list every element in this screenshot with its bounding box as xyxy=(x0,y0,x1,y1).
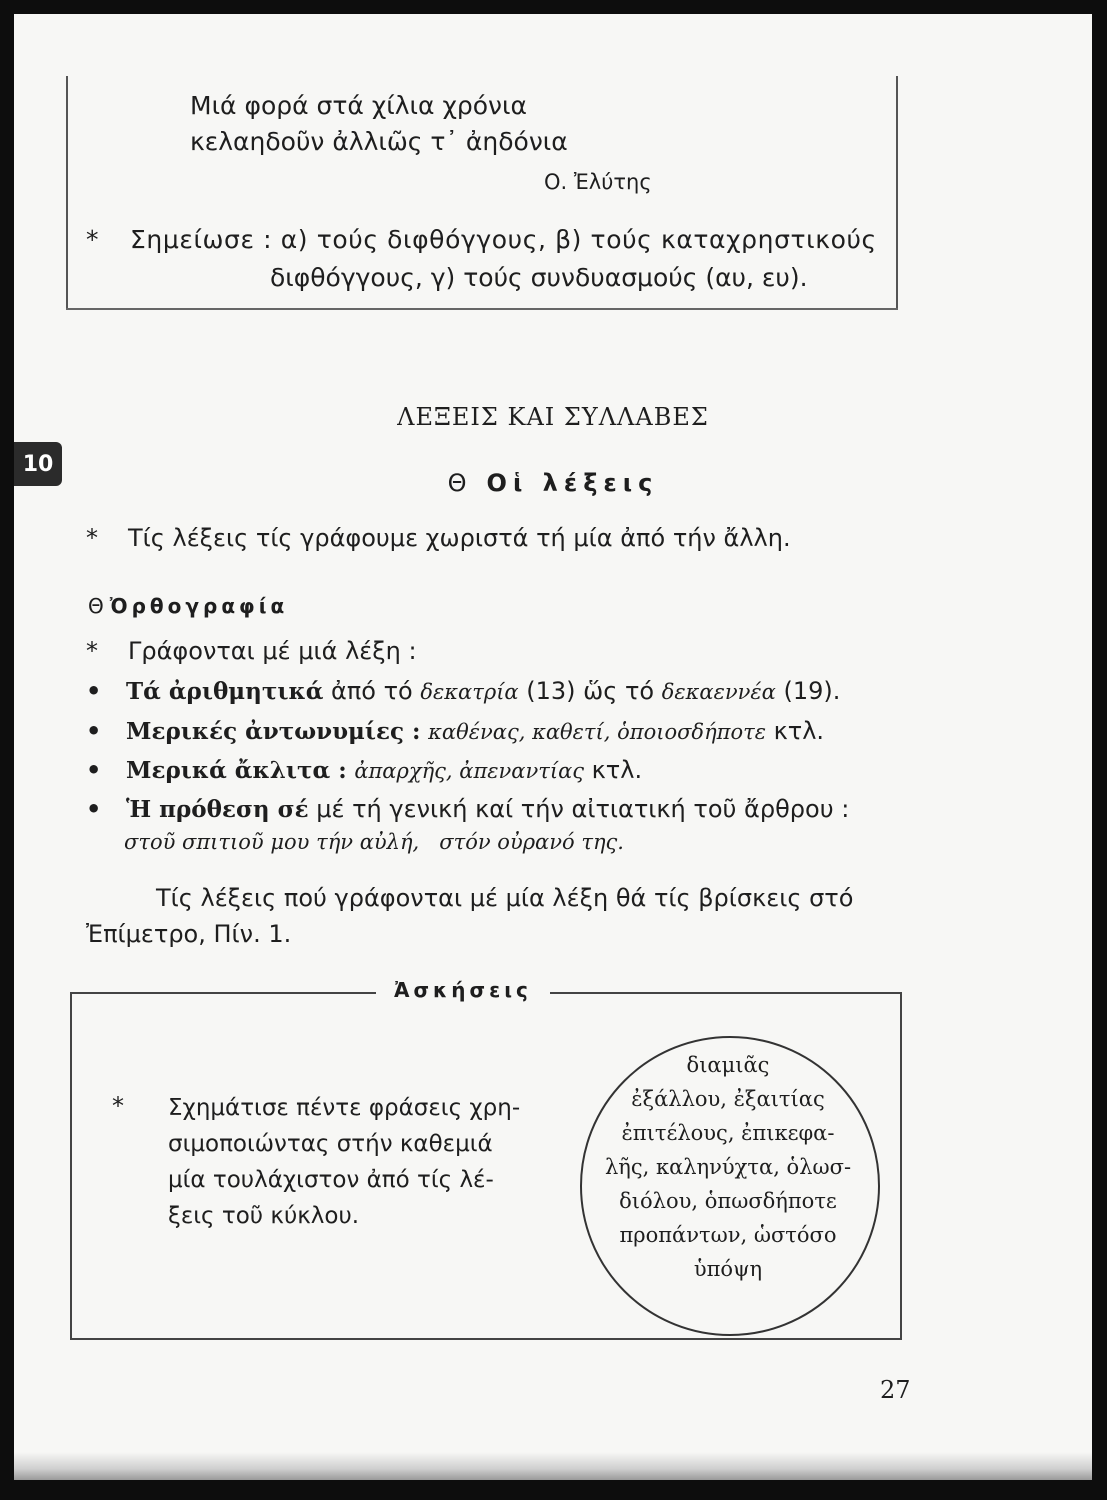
circle-word-list xyxy=(580,1048,876,1286)
poem xyxy=(190,88,568,160)
item-text: (13) ὥς τό xyxy=(518,677,662,705)
example-b: στόν οὐρανό της. xyxy=(439,830,624,854)
list-item xyxy=(86,792,849,827)
orthography-heading xyxy=(88,594,288,618)
poem-author: Ο. Ἐλύτης xyxy=(544,170,652,194)
rule-text: Τίς λέξεις τίς γράφουμε χωριστά τή μία ἀπό τήν ἄλλη. xyxy=(128,524,791,552)
item-term: Τά ἀριθμητικά xyxy=(126,678,324,705)
exercise-instructions xyxy=(168,1090,548,1234)
circle-line: ὑπόψη xyxy=(693,1257,763,1281)
rule-separate-words xyxy=(86,521,791,555)
circle-line: ἐξάλλου, ἐξαιτίας xyxy=(631,1087,825,1111)
intro-marker: * xyxy=(86,637,98,665)
item-example: ἀπαρχῆς, ἀπεναντίας xyxy=(354,759,585,783)
bullet-dot: • xyxy=(86,677,102,705)
circle-line: διαμιᾶς xyxy=(686,1053,770,1077)
item-text: (19). xyxy=(775,677,841,705)
list-item xyxy=(86,674,840,709)
orthography-title: Ὀρθογραφία xyxy=(109,594,289,618)
item-text: μέ τή γενική καί τήν αἰτιατική τοῦ ἄρθρου : xyxy=(308,795,850,823)
circle-line: προπάντων, ὡστόσο xyxy=(619,1223,837,1247)
bullet-dot: • xyxy=(86,717,102,745)
item-text: κτλ. xyxy=(766,717,825,745)
bullet-dot: • xyxy=(86,795,102,823)
preposition-examples xyxy=(124,830,624,854)
chapter-tab-badge: 10 xyxy=(14,442,62,486)
item-example: καθένας, καθετί, ὁποιοσδήποτε xyxy=(428,720,766,744)
example-a: στοῦ σπιτιοῦ μου τήν αὐλή, xyxy=(124,830,420,854)
item-term: Μερικά ἄκλιτα : xyxy=(126,757,347,784)
circle-line: ἐπιτέλους, ἐπικεφα- xyxy=(621,1121,835,1145)
sub-heading-title: Οἱ λέξεις xyxy=(486,469,659,497)
section-heading: ΛΕΞΕΙΣ ΚΑΙ ΣΥΛΛΑΒΕΣ xyxy=(397,403,709,431)
list-item xyxy=(86,714,824,749)
orthography-intro xyxy=(86,634,417,668)
item-text: ἀπό τό xyxy=(323,677,421,705)
item-example: δεκατρία xyxy=(420,680,519,704)
list-item xyxy=(86,753,642,788)
page-number: 27 xyxy=(880,1376,911,1404)
page-bottom-shadow xyxy=(14,1452,1092,1480)
exercise-line: μία τουλάχιστον ἀπό τίς λέ- xyxy=(168,1167,494,1193)
item-term: Μερικές ἀντωνυμίες : xyxy=(126,718,421,745)
note-line-2: διφθόγγους, γ) τούς συνδυασμούς (αυ, ευ). xyxy=(270,263,808,292)
intro-text: Γράφονται μέ μιά λέξη : xyxy=(128,637,417,665)
item-text: κτλ. xyxy=(584,756,643,784)
circle-line: λῆς, καληνύχτα, ὁλωσ- xyxy=(604,1155,852,1179)
sub-heading xyxy=(14,469,1092,497)
orthography-symbol: Θ xyxy=(88,594,104,618)
item-text xyxy=(421,717,429,745)
rule-marker: * xyxy=(86,524,98,552)
bullet-dot: • xyxy=(86,756,102,784)
poem-line-1: Μιά φορά στά χίλια χρόνια xyxy=(190,91,527,120)
theta-symbol: Θ xyxy=(447,469,467,497)
note-line-1: Σημείωσε : α) τούς διφθόγγους, β) τούς καταχρηστικούς xyxy=(130,225,877,254)
book-page xyxy=(14,14,1092,1480)
exercise-marker: * xyxy=(112,1092,124,1120)
exercise-line: σιμοποιώντας στήν καθεμιά xyxy=(168,1131,493,1157)
quote-box-bottom-rule xyxy=(66,308,898,310)
note-marker: * xyxy=(86,225,99,254)
item-example: δεκαεννέα xyxy=(661,680,776,704)
exercises-title: Ἀσκήσεις xyxy=(376,978,550,1002)
exercise-line: Σχημάτισε πέντε φράσεις χρη- xyxy=(168,1095,521,1121)
item-term: Ἡ πρόθεση σέ xyxy=(126,796,309,823)
closing-paragraph: Τίς λέξεις πού γράφονται μέ μία λέξη θά τίς βρίσκεις στό Ἐπίμετρο, Πίν. 1. xyxy=(86,884,854,948)
poem-line-2: κελαηδοῦν ἀλλιῶς τ᾽ ἀηδόνια xyxy=(190,127,568,156)
exercise-line: ξεις τοῦ κύκλου. xyxy=(168,1203,360,1229)
circle-line: διόλου, ὁπωσδήποτε xyxy=(619,1189,837,1213)
